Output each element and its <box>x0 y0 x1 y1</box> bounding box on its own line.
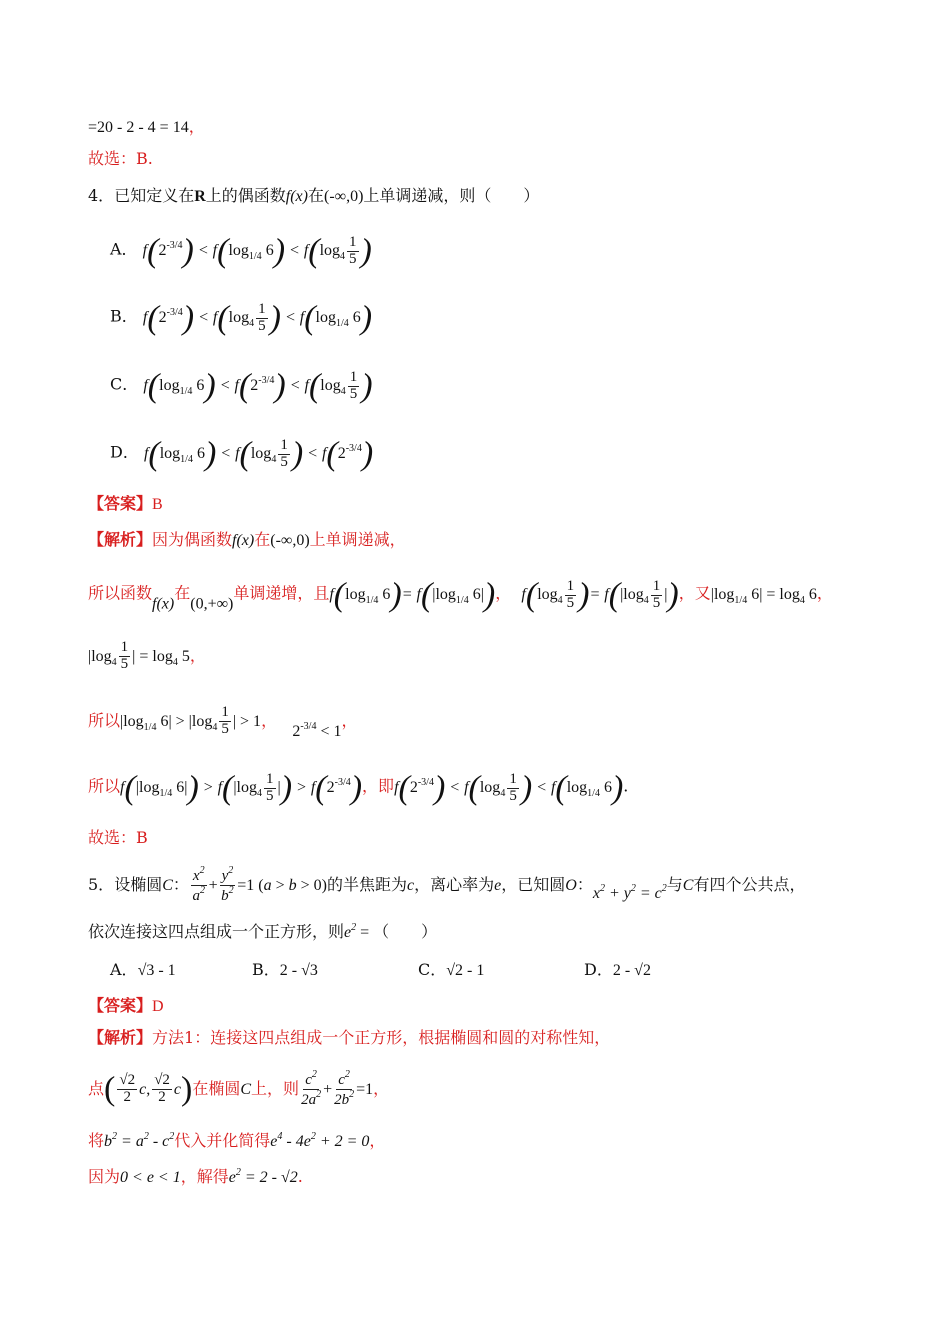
q5-analysis-2: 点( $\frac{√2}{2}$ c, $\frac{√2}{2}$ c)在椭圆C上，则 $\frac{c^2}{2a^2}$ + $\frac{c^2}{2b^2}$ =1， <box>88 1069 390 1108</box>
q4-option-d-label: D． <box>110 442 139 462</box>
q5-analysis-4a: 因为 <box>88 1167 121 1186</box>
q4-stem-fx: f(x) <box>285 188 308 205</box>
q5-analysis-2c: 上，则 <box>251 1078 300 1098</box>
q4-option-c-expr: $f(\log_{1/4}$ $6) < f(2^{-3/4}) < f(\log_4$ $\frac{1}{5}$ ) <box>143 367 373 404</box>
calc-tail: ， <box>188 117 205 136</box>
q5-option-b[interactable] <box>252 962 318 979</box>
q4-analysis-4: 所以$|\log_{1/4}$ $6| > |\log_4$ $\frac{1}{5}$ | > 1， $2^{-3/4} < 1$， <box>88 704 358 740</box>
q5-analysis-1 <box>88 1030 610 1046</box>
q5-option-a-label: A． <box>110 960 138 979</box>
q5-stem-c: ，离心率为 <box>414 874 495 894</box>
q5-stem-C: C <box>162 876 173 894</box>
q5-stem-a: 设椭圆 <box>114 874 163 894</box>
q4-stem-c: 在 <box>307 186 324 205</box>
q4-analysis-5: 所以$f(|\log_{1/4}$ $6|) > f(|\log_4$ $\frac{1}{5}$ |) > $f(2^{-3/4})$，即$f(2^{-3/4}) < f(\log_4$ $\frac{1}{5}$ ) < $f(\log_{1/4}$ 6). <box>88 769 629 806</box>
q5-option-d-expr: 2 - √2 <box>612 962 651 979</box>
calc-line <box>88 119 205 136</box>
q5-analysis-tag: 【解析】 <box>88 1028 153 1047</box>
q4-answer-tag: 【答案】 <box>88 494 153 513</box>
q4-analysis-3: $|\log_4$ $\frac{1}{5}$ | = $\log_4 5$， <box>88 639 206 672</box>
q5-analysis-3: 将$b^2 = a^2 - c^2$代入并化简得$e^4 - 4e^2 + 2 = 0$， <box>88 1131 386 1150</box>
q4-number: 4． <box>88 186 115 205</box>
q4-analysis-2-eq3: $|\log_{1/4}$ $6| = \log_4 6$ <box>710 585 817 606</box>
q5-analysis-3c: ， <box>369 1131 386 1150</box>
q4-analysis-2f: ，又 <box>678 583 711 603</box>
q5-option-a[interactable] <box>110 962 176 979</box>
q4-option-b-label: B． <box>110 306 138 326</box>
q4-analysis-2c: (0,+∞) <box>190 595 234 613</box>
q5-option-c-label: C． <box>418 960 447 979</box>
q4-stem-interval: (-∞,0) <box>324 188 364 205</box>
q5-stem-e-var: e <box>494 876 502 894</box>
q4-stem-a: 已知定义在 <box>114 186 195 205</box>
q4-analysis-1a: 因为偶函数 <box>152 530 233 549</box>
q5-analysis-4c: . <box>297 1167 303 1186</box>
q5-analysis-3a: 将 <box>88 1131 105 1150</box>
q4-analysis-tag: 【解析】 <box>88 530 153 549</box>
q4-option-d-expr: $f(\log_{1/4}$ $6) < f(\log_4$ $\frac{1}{5}$ ) < $f(2^{-3/4})$ <box>143 435 374 472</box>
q4-option-c-label: C． <box>110 374 139 394</box>
q5-analysis-1-text: 方法1：连接这四点组成一个正方形，根据椭圆和圆的对称性知， <box>152 1028 611 1047</box>
q4-analysis-4-eq2: $2^{-3/4} < 1$ <box>292 720 342 740</box>
q4-answer-value: B <box>152 496 163 513</box>
q4-analysis-2-eq2: $f(\log_4$ $\frac{1}{5}$ )= $f(|\log_4$ $\frac{1}{5}$ |) <box>521 576 679 613</box>
q4-option-a-expr: $f(2^{-3/4}) < f(\log_{1/4}$ $6) < f(\log_4$ $\frac{1}{5}$ ) <box>142 232 372 269</box>
q5-analysis-4: 因为0 < e < 1，解得$e^2 = 2 - √2$. <box>88 1167 303 1186</box>
q4-answer <box>88 496 163 513</box>
q4-analysis-1: 【解析】因为偶函数f(x)在(-∞,0)上单调递减， <box>88 530 406 549</box>
q5-stem-e: 与 <box>666 874 683 894</box>
q5-stem-line2: 依次连接这四点组成一个正方形，则 <box>88 922 345 941</box>
q4-option-b-expr: $f(2^{-3/4}) < f(\log_4$ $\frac{1}{5}$ ) < $f(\log_{1/4}$ 6) <box>142 299 373 336</box>
q4-option-d[interactable] <box>110 437 373 471</box>
q4-option-c[interactable] <box>110 369 373 403</box>
q4-analysis-2-eq1: $f(\log_{1/4}$ $6)= f(|\log_{1/4}$ 6|) <box>329 576 496 613</box>
q5-option-b-expr: 2 - √3 <box>279 962 318 979</box>
q4-option-a-label: A． <box>110 239 138 259</box>
q5-option-b-label: B． <box>252 960 280 979</box>
q5-stem-b: 的半焦距为 <box>327 874 408 894</box>
q4-analysis-5b: ，即 <box>362 776 395 796</box>
q5-answer-value: D <box>152 998 164 1015</box>
q5-stem-1: 5．设椭圆C： $\frac{x^2}{a^2}$ + $\frac{y^2}{b^2}$ =1 (a > b > 0)的半焦距为c，离心率为e，已知圆O：$x^2 + y^2 = c^2$与C有四个公共点， <box>88 865 806 904</box>
q5-stem-O: O <box>565 876 577 894</box>
q4-option-a[interactable] <box>110 234 372 268</box>
calc-expression: =20 - 2 - 4 = 14 <box>88 119 189 136</box>
q5-answer-tag: 【答案】 <box>88 996 153 1015</box>
q5-option-c-expr: √2 - 1 <box>446 962 485 979</box>
q4-analysis-5-eq1: $f(|\log_{1/4}$ $6|) > f(|\log_4$ $\frac{1}{5}$ |) > $f(2^{-3/4})$ <box>120 769 363 806</box>
q4-stem-d: 上单调递减，则（ ） <box>363 186 540 205</box>
q5-stem-c-var: c <box>407 876 415 894</box>
q4-analysis-4a: 所以 <box>88 710 121 730</box>
q4-stem <box>88 188 539 205</box>
q4-analysis-5a: 所以 <box>88 776 121 796</box>
q4-analysis-2g: ， <box>816 583 833 603</box>
q5-stem-2: 依次连接这四点组成一个正方形，则$e^2$ = （ ） <box>88 922 438 941</box>
top-conclusion: 故选：B. <box>88 149 153 168</box>
q4-stem-b: 上的偶函数 <box>205 186 286 205</box>
q4-analysis-4b: ， <box>261 710 278 730</box>
q5-option-d[interactable] <box>584 962 651 979</box>
q4-analysis-2a: 所以函数 <box>88 583 153 603</box>
q5-analysis-3b: 代入并化简得 <box>174 1131 271 1150</box>
q5-analysis-2a: 点 <box>88 1078 105 1098</box>
q4-analysis-2d: 单调递增，且 <box>233 583 330 603</box>
q5-option-a-expr: √3 - 1 <box>137 962 176 979</box>
q5-analysis-4b: ，解得 <box>180 1167 229 1186</box>
q5-answer <box>88 998 164 1015</box>
q5-stem-f: 有四个公共点， <box>693 874 806 894</box>
q4-stem-R: R <box>194 188 206 205</box>
q5-analysis-2d: ， <box>373 1078 390 1098</box>
q4-analysis-1c: 上单调递减， <box>309 530 406 549</box>
q4-conclusion: 故选：B <box>88 828 148 847</box>
q4-analysis-5-eq2: $f(2^{-3/4}) < f(\log_4$ $\frac{1}{5}$ ) < $f(\log_{1/4}$ 6) <box>394 769 624 806</box>
q5-stem-d: ，已知圆 <box>501 874 566 894</box>
q5-analysis-2b: 在椭圆 <box>192 1078 241 1098</box>
q4-analysis-2e: ， <box>495 583 512 603</box>
q4-analysis-1b: 在 <box>254 530 271 549</box>
q5-number: 5． <box>88 874 115 894</box>
q5-option-d-label: D． <box>584 960 613 979</box>
q4-analysis-4-eq: $|\log_{1/4}$ $6| > |\log_4$ <box>120 712 218 733</box>
q5-option-c[interactable] <box>418 962 484 979</box>
q4-analysis-3-eq: $|\log_4$ <box>88 647 117 668</box>
q4-option-b[interactable] <box>110 301 372 335</box>
q4-analysis-2: 所以函数f(x)在(0,+∞)单调递增，且$f(\log_{1/4}$ $6)= f(|\log_{1/4}$ 6|)， $f(\log_4$ $\frac{1}{5}$ )= $f(|\log_4$ $\frac{1}{5}$ |)，又$|\log_{1/4}$ $6| = \log_4 6$， <box>88 576 833 613</box>
q4-analysis-2b: 在 <box>174 583 191 603</box>
q5-stem-line2-tail: （ ） <box>373 922 438 941</box>
